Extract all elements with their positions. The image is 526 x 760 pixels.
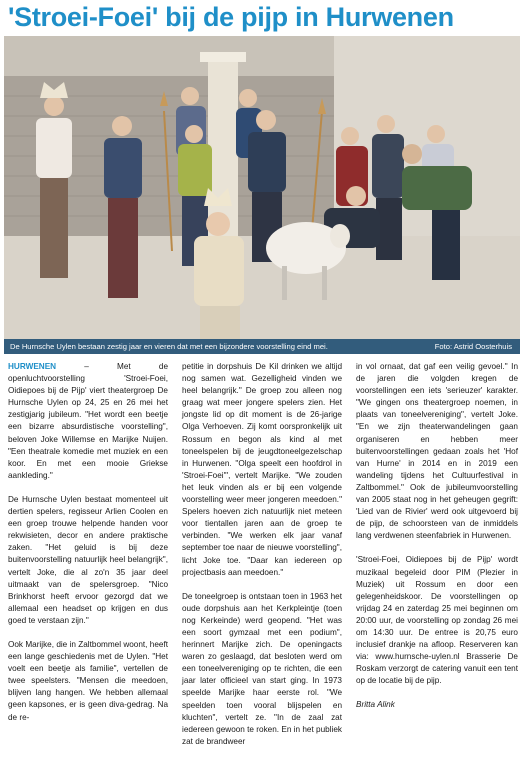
paragraph: 'Stroei-Foei, Oidiepoes bij de Pijp' wordt muzikaal begeleid door PIM (Plezier in Muziek) uit Rossum en door een gelegenheidskoor. De voorstellingen op vrijdag 24 en zaterdag 25 mei beginnen om 20:00 uur, de voorstelling op zondag 26 mei om 14:30 uur. De entree is 20,75 euro inclusief drankje na afloop. Reserveren kan via: www.hurnsche-uylen.nl Brasserie De Roskam verzorgt de catering vanuit een tent op de locatie bij de pijp. bbox=[356, 555, 518, 686]
headline: 'Stroei-Foei' bij de pijp in Hurwenen bbox=[8, 2, 454, 32]
paragraph: De toneelgroep is ontstaan toen in 1963 het oude dorpshuis aan het Kerkpleintje (toen nog Kerkeinde) werd geopend. "Het was een soort gymzaal met een podium", herinnert Marijke zich. De openingacts waren zo geslaagd, dat besloten werd om een toneelvereniging op te richten, die een jaar later officieel van start ging. In 1973 speelde Marijke haar eerste rol. "We speelden toen vooral blijspelen en kluchten", vertelt ze. "In de zaal zat iedereen gewoon te roken. En in het publiek zat de brandweer bbox=[182, 591, 342, 746]
paragraph: De Hurnsche Uylen bestaat momenteel uit dertien spelers, regisseur Arlien Coolen en een groep trouwe helpende handen voor rekwisieten, decor en andere praktische zaken. "Het geluid is bij deze buitenvoorstelling natuurlijk heel belangrijk", vertelt Joke, die al zo'n 35 jaar deel uitmaakt van de spelersgroep. "Nico Brinkhorst heeft ervoor gezorgd dat we allemaal een headset op krijgen en dus goed te verstaan zijn." bbox=[8, 494, 168, 625]
article-column-3 bbox=[356, 361, 518, 724]
article-column-2 bbox=[182, 361, 342, 760]
photo-illustration bbox=[4, 36, 520, 354]
paragraph: Ook Marijke, die in Zaltbommel woont, heeft een lange geschiedenis met de Uylen. "Het voelt een beetje als familie", vertellen de twee speelsters. "Mensen die meedoen, blijven lang hangen. We hebben allemaal geen kapsones, er is geen diva-gedrag. Na de re- bbox=[8, 639, 168, 722]
photo-caption-bar bbox=[4, 339, 520, 354]
dateline: HURWENEN bbox=[8, 362, 57, 371]
paragraph: petitie in dorpshuis De Kil drinken we altijd nog samen wat. Gezelligheid vinden we heel belangrijk." De groep zou alleen nog graag wat meer jongere spelers zien. Het jongste lid op dit moment is de 26-jarige Olga Verhoeven. Zij komt oorspronkelijk uit Rossum en begon als kind al met toneelspelen bij de jeugdtoneelgezelschap in Hurwenen. "Olga speelt een hoofdrol in 'Stroei-Foei'", vertelt Marijke. "We zouden het leuk vinden als er bij een volgende voorstelling weer meer jongeren meedoen." Spelers hoeven zich natuurlijk niet meteen voor tientallen jaren aan de groep te verbinden. "We werken elk jaar vanaf september toe naar de nieuwe voorstelling", licht Joke toe. "Daar kan iedereen op projectbasis aan meedoen." bbox=[182, 362, 342, 577]
photo-caption: De Hurnsche Uylen bestaan zestig jaar en vieren dat met een bijzondere voorstelling eind mei. bbox=[10, 342, 328, 351]
paragraph bbox=[8, 361, 168, 482]
paragraph: in vol ornaat, dat gaf een veilig gevoel." In de jaren die volgden kregen de voorstellingen een iets 'serieuzer' karakter. "We gingen ons theatergroep noemen, in plaats van toneelvereniging", vertelt Joke. "En we zijn theaterwandelingen gaan organiseren en hebben meer buitenvoorstellingen gedaan zoals het 'Hof van Hurne' in 2014 en in 2019 een wandeling tijdens het Cultuurfestival in Zaltbommel." Ook de jubileumvoorstelling van 2005 staat nog in het geheugen gegrift: 'Lied van de Rivier' werd ook uitgevoerd bij de pijp, de schoorsteen van de inmiddels lang verdwenen steenfabriek in Hurwenen. bbox=[356, 362, 518, 541]
author-signature: Britta Alink bbox=[356, 700, 395, 710]
article-body bbox=[8, 361, 518, 746]
article-column-1 bbox=[8, 361, 168, 736]
group-photo bbox=[4, 36, 520, 354]
paragraph-text: – Met de openluchtvoorstelling 'Stroei-Foei, Oidiepoes bij de Pijp' viert theatergroep De Hurnsche Uylen op 24, 25 en 26 mei het zestigjarig jubileum. "Het wordt een beetje een bizarre absurdistische voorstelling", beloven Joke Willemse en Marijke Nuijen. "Een theatrale komedie met muziek en een koor. En met een mooie Griekse aankleding." bbox=[8, 362, 168, 480]
photo-credit: Foto: Astrid Oosterhuis bbox=[434, 342, 512, 351]
